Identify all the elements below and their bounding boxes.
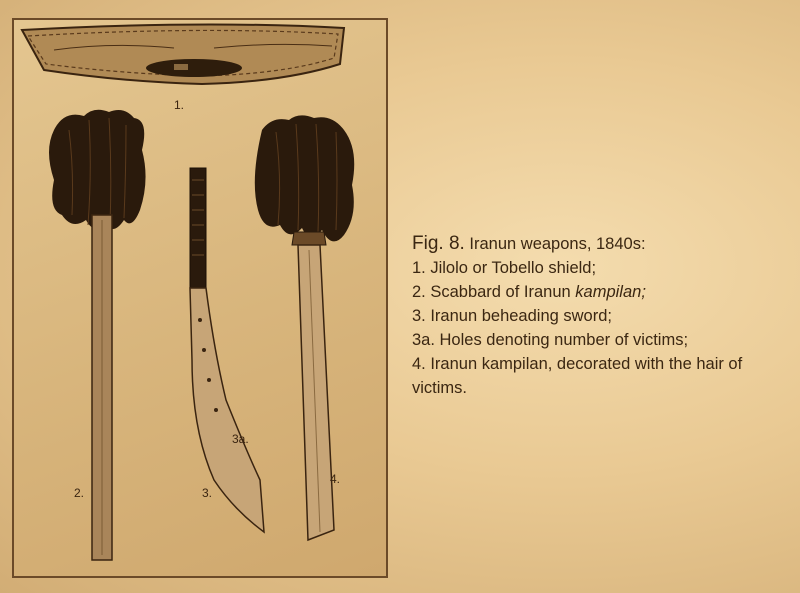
scabbard-drawing bbox=[49, 110, 146, 560]
beheading-sword-drawing bbox=[190, 168, 264, 532]
sword-label: 3. bbox=[202, 486, 213, 500]
figure-caption bbox=[412, 232, 797, 400]
caption-item-2-emphasis: kampilan; bbox=[575, 283, 646, 301]
caption-item-3a: 3a. Holes denoting number of victims; bbox=[412, 331, 689, 349]
caption-item-2 bbox=[412, 280, 797, 304]
caption-item-4: 4. Iranun kampilan, decorated with the hair of victims. bbox=[412, 355, 743, 397]
scabbard-label: 2. bbox=[74, 486, 85, 500]
figure-number: Fig. 8. bbox=[412, 233, 465, 254]
caption-title-line bbox=[412, 232, 797, 256]
holes-label: 3a. bbox=[232, 432, 249, 446]
kampilan-label: 4. bbox=[330, 472, 341, 486]
weapons-drawing bbox=[14, 20, 388, 578]
shield-drawing bbox=[22, 24, 344, 84]
caption-item-3: 3. Iranun beheading sword; bbox=[412, 307, 612, 325]
shield-label: 1. bbox=[174, 98, 185, 112]
caption-item-1: 1. Jilolo or Tobello shield; bbox=[412, 259, 597, 277]
caption-title: Iranun weapons, 1840s: bbox=[469, 235, 646, 253]
weapons-illustration bbox=[12, 18, 388, 578]
caption-item-2-text: 2. Scabbard of Iranun bbox=[412, 283, 576, 301]
